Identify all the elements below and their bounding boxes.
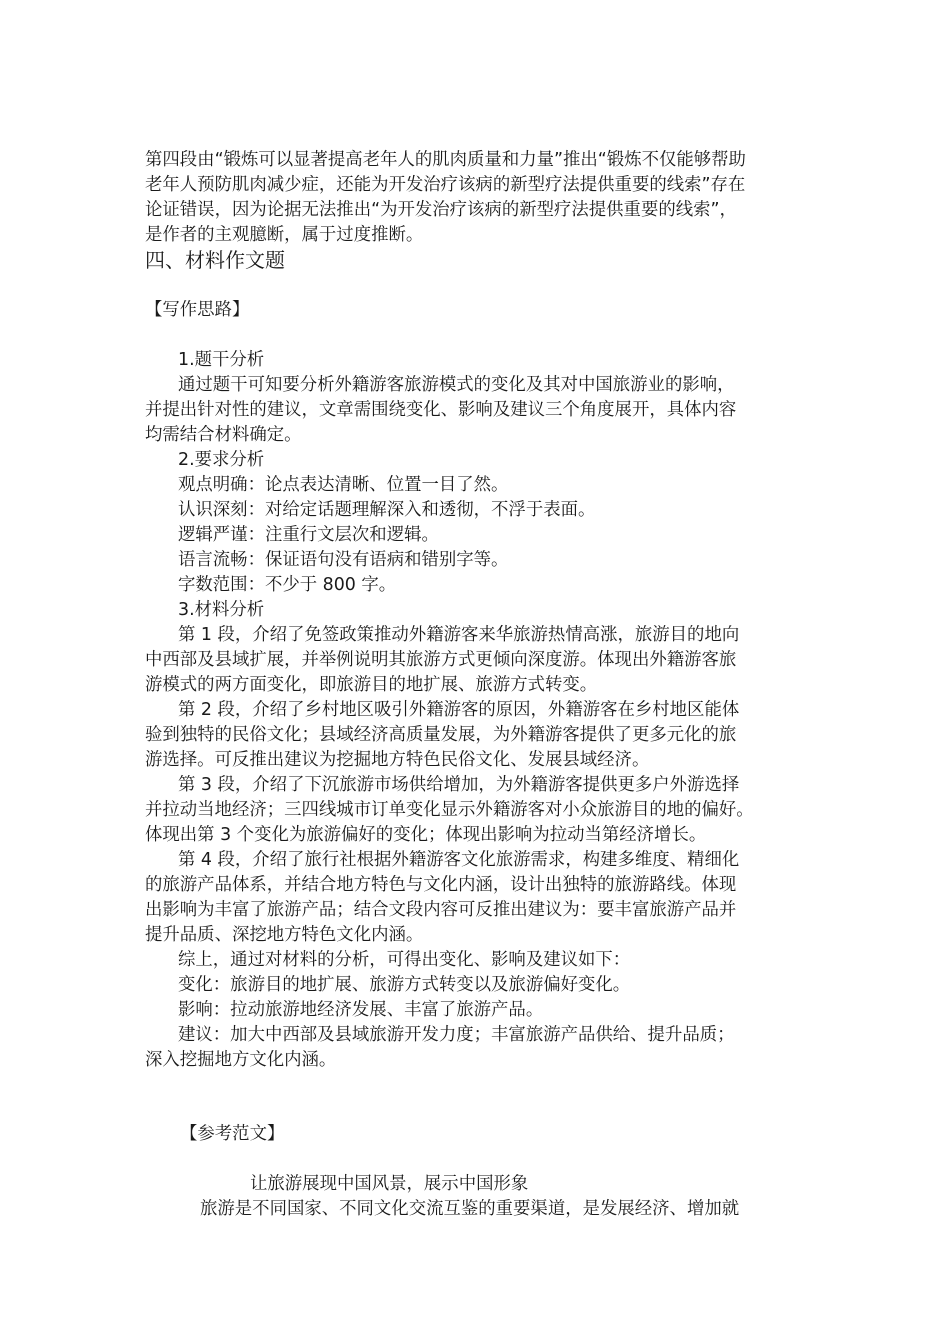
summary-line-1: 综上，通过对材料的分析，可得出变化、影响及建议如下： xyxy=(178,950,631,970)
requirements-heading: 2.要求分析 xyxy=(178,450,265,470)
material-para4-line-1: 第 4 段，介绍了旅行社根据外籍游客文化旅游需求，构建多维度、精细化 xyxy=(178,850,740,870)
material-para2-line-2: 验到独特的民俗文化；县域经济高质量发展，为外籍游客提供了更多元化的旅 xyxy=(145,725,737,745)
material-analysis-heading: 3.材料分析 xyxy=(178,600,265,620)
para4-analysis-line-4: 是作者的主观臆断，属于过度推断。 xyxy=(145,225,424,245)
topic-analysis-heading: 1.题干分析 xyxy=(178,350,265,370)
requirement-item: 语言流畅：保证语句没有语病和错别字等。 xyxy=(178,550,509,570)
material-para1-line-2: 中西部及县域扩展，并举例说明其旅游方式更倾向深度游。体现出外籍游客旅 xyxy=(145,650,737,670)
writing-approach-label: 【写作思路】 xyxy=(145,300,250,320)
requirement-item: 逻辑严谨：注重行文层次和逻辑。 xyxy=(178,525,439,545)
material-para3-line-1: 第 3 段，介绍了下沉旅游市场供给增加，为外籍游客提供更多户外游选择 xyxy=(178,775,740,795)
topic-analysis-line-1: 通过题干可知要分析外籍游客旅游模式的变化及其对中国旅游业的影响， xyxy=(178,375,735,395)
material-para1-line-1: 第 1 段，介绍了免签政策推动外籍游客来华旅游热情高涨，旅游目的地向 xyxy=(178,625,740,645)
material-para4-line-3: 出影响为丰富了旅游产品；结合文段内容可反推出建议为：要丰富旅游产品并 xyxy=(145,900,737,920)
requirement-item: 观点明确：论点表达清晰、位置一目了然。 xyxy=(178,475,509,495)
reference-essay-label: 【参考范文】 xyxy=(180,1124,285,1144)
material-para4-line-4: 提升品质、深挖地方特色文化内涵。 xyxy=(145,925,424,945)
summary-line-5: 深入挖掘地方文化内涵。 xyxy=(145,1050,337,1070)
para4-analysis-line-2: 老年人预防肌肉减少症，还能为开发治疗该病的新型疗法提供重要的线索”存在 xyxy=(145,175,746,195)
material-para3-line-2: 并拉动当地经济；三四线城市订单变化显示外籍游客对小众旅游目的地的偏好。 xyxy=(145,800,754,820)
requirement-item: 认识深刻：对给定话题理解深入和透彻，不浮于表面。 xyxy=(178,500,596,520)
para4-analysis-line-3: 论证错误，因为论据无法推出“为开发治疗该病的新型疗法提供重要的线索”， xyxy=(145,200,737,220)
topic-analysis-line-3: 均需结合材料确定。 xyxy=(145,425,302,445)
summary-line-3: 影响：拉动旅游地经济发展、丰富了旅游产品。 xyxy=(178,1000,544,1020)
summary-line-2: 变化：旅游目的地扩展、旅游方式转变以及旅游偏好变化。 xyxy=(178,975,631,995)
summary-line-4: 建议：加大中西部及县域旅游开发力度；丰富旅游产品供给、提升品质； xyxy=(178,1025,735,1045)
essay-title: 让旅游展现中国风景，展示中国形象 xyxy=(250,1174,529,1194)
material-para2-line-3: 游选择。可反推出建议为挖掘地方特色民俗文化、发展县域经济。 xyxy=(145,750,650,770)
material-para1-line-3: 游模式的两方面变化，即旅游目的地扩展、旅游方式转变。 xyxy=(145,675,598,695)
material-para3-line-3: 体现出第 3 个变化为旅游偏好的变化；体现出影响为拉动当第经济增长。 xyxy=(145,825,707,845)
para4-analysis-line-1: 第四段由“锻炼可以显著提高老年人的肌肉质量和力量”推出“锻炼不仅能够帮助 xyxy=(145,150,746,170)
material-para2-line-1: 第 2 段，介绍了乡村地区吸引外籍游客的原因，外籍游客在乡村地区能体 xyxy=(178,700,740,720)
essay-first-line: 旅游是不同国家、不同文化交流互鉴的重要渠道，是发展经济、增加就 xyxy=(200,1199,740,1219)
section4-title: 四、材料作文题 xyxy=(145,248,285,272)
topic-analysis-line-2: 并提出针对性的建议，文章需围绕变化、影响及建议三个角度展开，具体内容 xyxy=(145,400,737,420)
material-para4-line-2: 的旅游产品体系，并结合地方特色与文化内涵，设计出独特的旅游路线。体现 xyxy=(145,875,737,895)
requirement-item: 字数范围：不少于 800 字。 xyxy=(178,575,397,595)
